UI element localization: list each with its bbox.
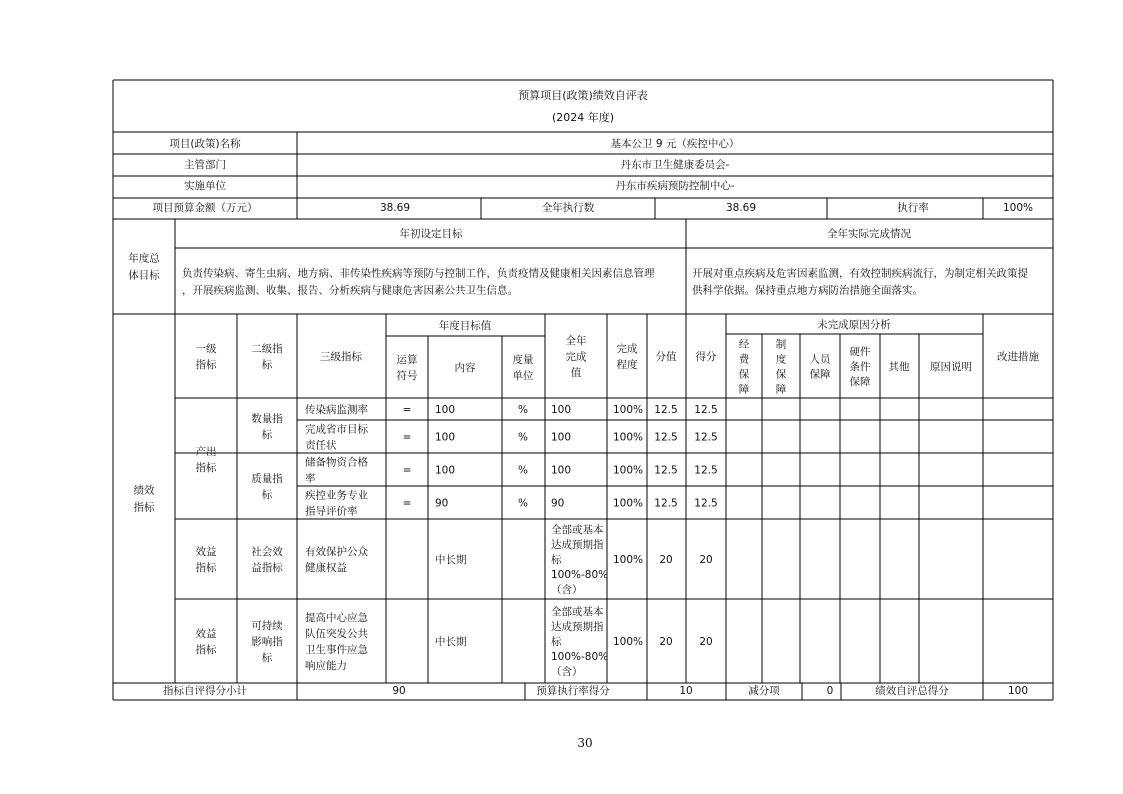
cell-level2: 标 <box>261 429 273 441</box>
header-funding: 保 <box>738 368 750 381</box>
perf-header-cells <box>196 318 1040 396</box>
rate-label: 执行率 <box>897 202 929 214</box>
header-explain: 原因说明 <box>930 361 972 373</box>
cell-level2: 质量指 <box>251 473 283 485</box>
header-annual-target: 年度目标值 <box>438 320 492 332</box>
header-unit: 单位 <box>512 370 534 382</box>
dept-value: 丹东市卫生健康委员会- <box>620 159 730 171</box>
header-operator: 运算 <box>396 354 418 366</box>
cell-score: 20 <box>699 554 713 566</box>
cell-score: 12.5 <box>694 497 718 510</box>
cell-level3: 指导评价率 <box>305 505 358 518</box>
exec-score-label: 预算执行率得分 <box>536 685 610 697</box>
cell-completed: 90 <box>551 497 565 510</box>
cell-score: 12.5 <box>694 404 718 416</box>
header-completed: 全年 <box>565 335 587 347</box>
header-hardware: 条件 <box>849 361 871 373</box>
cell-content: 90 <box>435 497 449 510</box>
header-level2: 标 <box>261 359 273 371</box>
header-degree: 程度 <box>616 359 638 371</box>
goals-row-label-line: 体目标 <box>128 269 160 282</box>
cell-completed: 全部或基本 <box>551 606 604 618</box>
header-completed: 完成 <box>565 351 587 363</box>
header-measures: 改进措施 <box>997 351 1039 363</box>
cell-level3: 完成省市目标 <box>305 423 368 436</box>
deduct-value: 0 <box>826 685 834 697</box>
cell-level3: 率 <box>305 472 316 485</box>
cell-score: 12.5 <box>694 464 718 477</box>
cell-level2: 标 <box>261 489 273 501</box>
cell-level3: 队伍突发公共 <box>305 628 368 640</box>
cell-weight: 12.5 <box>654 497 678 510</box>
cell-level1: 指标 <box>195 462 217 474</box>
cell-level3: 卫生事件应急 <box>305 644 368 656</box>
cell-completed: （含） <box>551 584 583 596</box>
goals-row-label <box>128 252 160 282</box>
cell-completed: 100 <box>551 431 572 444</box>
header-score: 得分 <box>695 351 717 363</box>
header-personnel: 保障 <box>809 368 831 381</box>
header-system: 障 <box>775 383 787 396</box>
cell-degree: 100% <box>612 431 644 444</box>
header-operator: 符号 <box>396 370 418 382</box>
table-year: (2024 年度) <box>551 111 615 124</box>
cell-weight: 12.5 <box>654 431 678 444</box>
header-personnel: 人员 <box>809 353 831 366</box>
header-system: 制 <box>775 338 787 351</box>
cell-completed: 标 <box>551 636 562 648</box>
header-degree: 完成 <box>616 343 638 355</box>
cell-weight: 12.5 <box>654 464 678 477</box>
goals-actual-text <box>692 267 1028 297</box>
total-value: 100 <box>1007 685 1029 697</box>
budget-label: 项目预算金额（万元） <box>152 202 258 214</box>
header-other: 其他 <box>888 361 910 373</box>
cell-level3: 响应能力 <box>305 660 347 672</box>
cell-level2: 标 <box>261 652 273 664</box>
cell-completed: 100 <box>551 404 572 416</box>
header-funding: 费 <box>738 353 750 366</box>
total-label: 绩效自评总得分 <box>875 685 949 697</box>
header-funding: 障 <box>738 383 750 396</box>
cell-level1: 指标 <box>195 562 217 574</box>
subtotal-value: 90 <box>392 685 406 697</box>
cell-level1: 产出 <box>195 446 217 458</box>
exec-score-value: 10 <box>679 685 693 697</box>
cell-completed: 100 <box>551 464 572 477</box>
cell-degree: 100% <box>612 554 644 566</box>
exec-amount: 38.69 <box>725 202 757 214</box>
cell-completed: 达成预期指 <box>551 621 604 633</box>
cell-unit: % <box>518 464 528 477</box>
cell-unit: % <box>518 497 528 510</box>
cell-degree: 100% <box>612 497 644 510</box>
budget-amount: 38.69 <box>379 202 411 214</box>
header-completed: 值 <box>570 367 582 379</box>
deduct-label: 减分项 <box>748 685 780 697</box>
goals-initial-text <box>182 267 655 297</box>
cell-completed: 达成预期指 <box>551 539 604 551</box>
perf-row-label-line: 指标 <box>133 501 155 514</box>
header-system: 度 <box>775 353 787 366</box>
cell-level2: 可持续 <box>251 620 283 632</box>
cell-operator: = <box>402 431 412 444</box>
perf-row-label-line: 绩效 <box>133 484 155 497</box>
header-system: 保 <box>775 368 787 381</box>
project-name-value: 基本公卫 9 元（疾控中心） <box>610 138 740 150</box>
cell-level1: 效益 <box>195 546 217 558</box>
cell-level2: 影响指 <box>251 636 283 648</box>
cell-weight: 12.5 <box>654 404 678 416</box>
cell-level3: 储备物资合格 <box>305 456 368 469</box>
cell-level1: 效益 <box>195 628 217 640</box>
cell-unit: % <box>518 404 528 416</box>
cell-score: 12.5 <box>694 431 718 444</box>
exec-label: 全年执行数 <box>541 202 595 214</box>
header-unit: 度量 <box>512 354 534 366</box>
cell-level3: 传染病监测率 <box>305 404 368 416</box>
cell-operator: = <box>402 404 412 416</box>
cell-operator: = <box>402 464 412 477</box>
goals-initial-line: 负责传染病、寄生虫病、地方病、非传染性疾病等预防与控制工作，负责疫情及健康相关因素信息管理 <box>182 267 655 280</box>
perf-data-rows <box>196 403 718 678</box>
cell-content: 中长期 <box>435 636 467 648</box>
cell-weight: 20 <box>659 636 673 648</box>
cell-level3: 健康权益 <box>305 562 347 574</box>
cell-level3: 提高中心应急 <box>305 612 368 624</box>
cell-level2: 数量指 <box>251 413 283 425</box>
cell-score: 20 <box>699 636 713 648</box>
rate-value: 100% <box>1002 202 1034 214</box>
cell-degree: 100% <box>612 464 644 477</box>
cell-completed: （含） <box>551 666 583 678</box>
header-reasons: 未完成原因分析 <box>817 319 891 331</box>
cell-level3: 有效保护公众 <box>305 546 368 558</box>
cell-level3: 责任状 <box>305 439 337 452</box>
cell-degree: 100% <box>612 636 644 648</box>
dept-label: 主管部门 <box>184 159 226 171</box>
page-number: 30 <box>577 736 593 750</box>
impl-value: 丹东市疾病预防控制中心- <box>615 180 735 192</box>
header-funding: 经 <box>738 338 750 351</box>
goals-actual-line: 开展对重点疾病及危害因素监测，有效控制疾病流行，为制定相关政策提 <box>692 267 1028 280</box>
cell-level1: 指标 <box>195 644 217 656</box>
header-content: 内容 <box>454 362 476 374</box>
goals-initial-header: 年初设定目标 <box>399 228 463 240</box>
project-name-label: 项目(政策)名称 <box>169 138 241 150</box>
header-level2: 二级指 <box>251 343 283 355</box>
goals-row-label-line: 年度总 <box>128 252 160 265</box>
header-level1: 一级 <box>195 343 217 355</box>
cell-degree: 100% <box>612 404 644 416</box>
header-hardware: 保障 <box>849 376 871 388</box>
header-level1: 指标 <box>195 359 217 371</box>
goals-actual-header: 全年实际完成情况 <box>827 228 911 240</box>
goals-actual-line: 供科学依据。保持重点地方病防治措施全面落实。 <box>692 284 923 297</box>
cell-operator: = <box>402 497 412 510</box>
cell-level2: 益指标 <box>251 562 283 574</box>
cell-unit: % <box>518 431 528 444</box>
cell-content: 100 <box>435 404 456 416</box>
cell-completed: 100%-80% <box>551 651 609 663</box>
header-weight: 分值 <box>655 351 677 363</box>
cell-completed: 全部或基本 <box>551 524 604 536</box>
cell-level2: 社会效 <box>251 546 283 558</box>
cell-completed: 100%-80% <box>551 569 609 581</box>
header-hardware: 硬件 <box>849 346 871 358</box>
header-level3: 三级指标 <box>320 351 362 363</box>
impl-label: 实施单位 <box>184 180 226 192</box>
cell-completed: 标 <box>551 554 562 566</box>
table-title: 预算项目(政策)绩效自评表 <box>518 89 648 102</box>
perf-row-label <box>134 484 155 514</box>
goals-initial-line: ，开展疾病监测、收集、报告、分析疾病与健康危害因素公共卫生信息。 <box>182 284 518 297</box>
cell-content: 100 <box>435 464 456 477</box>
cell-content: 中长期 <box>435 554 467 566</box>
cell-content: 100 <box>435 431 456 444</box>
cell-weight: 20 <box>659 554 673 566</box>
cell-level3: 疾控业务专业 <box>305 489 368 502</box>
subtotal-label: 指标自评得分小计 <box>163 685 247 697</box>
